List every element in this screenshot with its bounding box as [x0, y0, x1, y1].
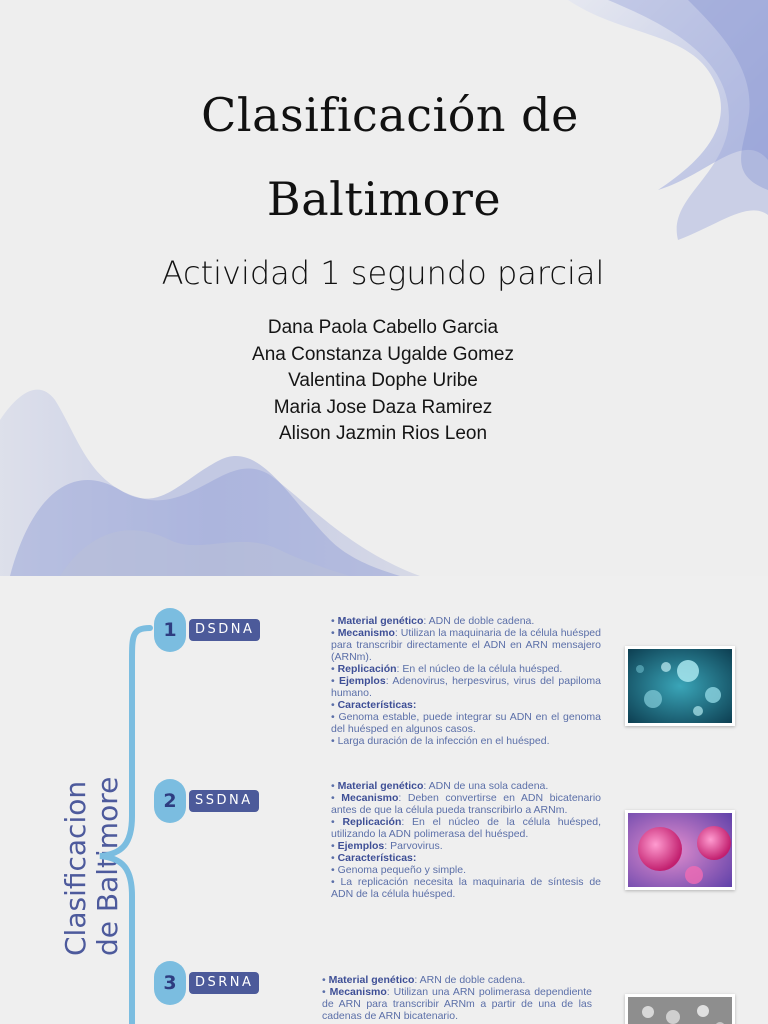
description-text: : ADN de doble cadena. [423, 615, 535, 627]
vertical-title-line-2: de Baltimore [91, 776, 124, 956]
author-list [0, 315, 766, 448]
dsdna-virus-image [625, 646, 735, 726]
group-type-label: DSRNA [189, 972, 259, 994]
description-key: Material genético [337, 615, 424, 627]
description-text: : En el núcleo de la célula huésped. [396, 663, 563, 675]
group-description [331, 615, 601, 747]
subtitle: Actividad 1 segundo parcial [161, 254, 605, 292]
description-text: La replicación necesita la maquinaria de síntesis de ADN de la célula huésped. [331, 876, 601, 900]
description-line [331, 876, 601, 900]
bullet: • [331, 876, 341, 888]
description-text: : Utilizan la maquinaria de la célula huésped para transcribir directamente el ADN en ARN mensajero (ARNm). [331, 627, 601, 663]
bullet: • [322, 986, 330, 998]
description-key: Replicación [337, 663, 397, 675]
description-line [331, 699, 601, 711]
description-key: Mecanismo [329, 986, 387, 998]
group-description [322, 974, 592, 1022]
bullet: • [331, 840, 338, 852]
bullet: • [331, 792, 342, 804]
bullet: • [331, 627, 338, 639]
description-line [331, 663, 601, 675]
description-key: Características: [337, 699, 417, 711]
author-name: Valentina Dophe Uribe [288, 370, 478, 391]
bullet: • [331, 663, 338, 675]
bullet: • [331, 615, 338, 627]
description-key: Ejemplos [337, 840, 385, 852]
description-key: Ejemplos [339, 675, 386, 687]
author-name: Maria Jose Daza Ramirez [273, 396, 493, 418]
bullet: • [331, 780, 338, 792]
title-line-1: Clasificación de [201, 88, 579, 142]
bullet: • [322, 974, 329, 986]
virus-illustration-2 [628, 813, 732, 887]
dsrna-virus-image [625, 994, 735, 1024]
group-number-badge: 1 [154, 608, 186, 652]
description-line [331, 852, 601, 864]
description-line [322, 986, 592, 1022]
bullet: • [331, 699, 338, 711]
description-text: : Utilizan una ARN polimerasa dependiente de ARN para transcribir ARNm a partir de una de las cadenas de ARN bicatenario. [322, 986, 593, 1022]
group-type-label: DSDNA [189, 619, 260, 641]
description-key: Mecanismo [337, 627, 395, 639]
description-line [331, 840, 601, 852]
bullet: • [331, 864, 338, 876]
description-text: Larga duración de la infección en el huésped. [337, 735, 550, 747]
author-name: Alison Jazmin Rios Leon [278, 423, 488, 444]
author-name: Ana Constanza Ugalde Gomez [252, 343, 514, 365]
group-number-badge: 3 [154, 961, 186, 1005]
virus-illustration-3 [628, 997, 732, 1024]
description-line [322, 974, 592, 986]
description-text: : Parvovirus. [384, 840, 443, 852]
description-text: : ADN de una sola cadena. [423, 780, 549, 792]
bullet: • [331, 852, 338, 864]
description-text: : ARN de doble cadena. [414, 974, 526, 986]
bullet: • [331, 711, 339, 723]
description-text: Genoma estable, puede integrar su ADN en el genoma del huésped en algunos casos. [331, 711, 601, 735]
description-text: : Deben convertirse en ADN bicatenario antes de que la célula pueda transcribirlo a ARNm. [331, 792, 602, 816]
description-line [331, 780, 601, 792]
description-key: Mecanismo [341, 792, 399, 804]
title-line-2: Baltimore [266, 172, 502, 226]
description-text: : Adenovirus, herpesvirus, virus del papiloma humano. [331, 675, 602, 699]
description-key: Características: [337, 852, 417, 864]
group-number-badge: 2 [154, 779, 186, 823]
description-text: Genoma pequeño y simple. [337, 864, 467, 876]
description-line [331, 792, 601, 816]
description-key: Material genético [328, 974, 415, 986]
bullet: • [331, 816, 343, 828]
curly-brace [92, 616, 162, 1024]
vertical-title-line-1: Clasificacion [59, 780, 92, 956]
author-name: Dana Paola Cabello Garcia [267, 317, 499, 338]
description-text: : En el núcleo de la célula huésped, utilizando la ADN polimerasa del huésped. [331, 816, 601, 840]
description-line [331, 615, 601, 627]
description-line [331, 675, 601, 699]
description-line [331, 735, 601, 747]
description-key: Replicación [342, 816, 402, 828]
bullet: • [331, 735, 338, 747]
bullet: • [331, 675, 339, 687]
description-line [331, 627, 601, 663]
virus-illustration-1 [628, 649, 732, 723]
ssdna-virus-image [625, 810, 735, 890]
description-line [331, 864, 601, 876]
classification-section [0, 576, 768, 1024]
description-key: Material genético [337, 780, 424, 792]
group-description [331, 780, 601, 900]
description-line [331, 816, 601, 840]
group-type-label: SSDNA [189, 790, 259, 812]
description-line [331, 711, 601, 735]
